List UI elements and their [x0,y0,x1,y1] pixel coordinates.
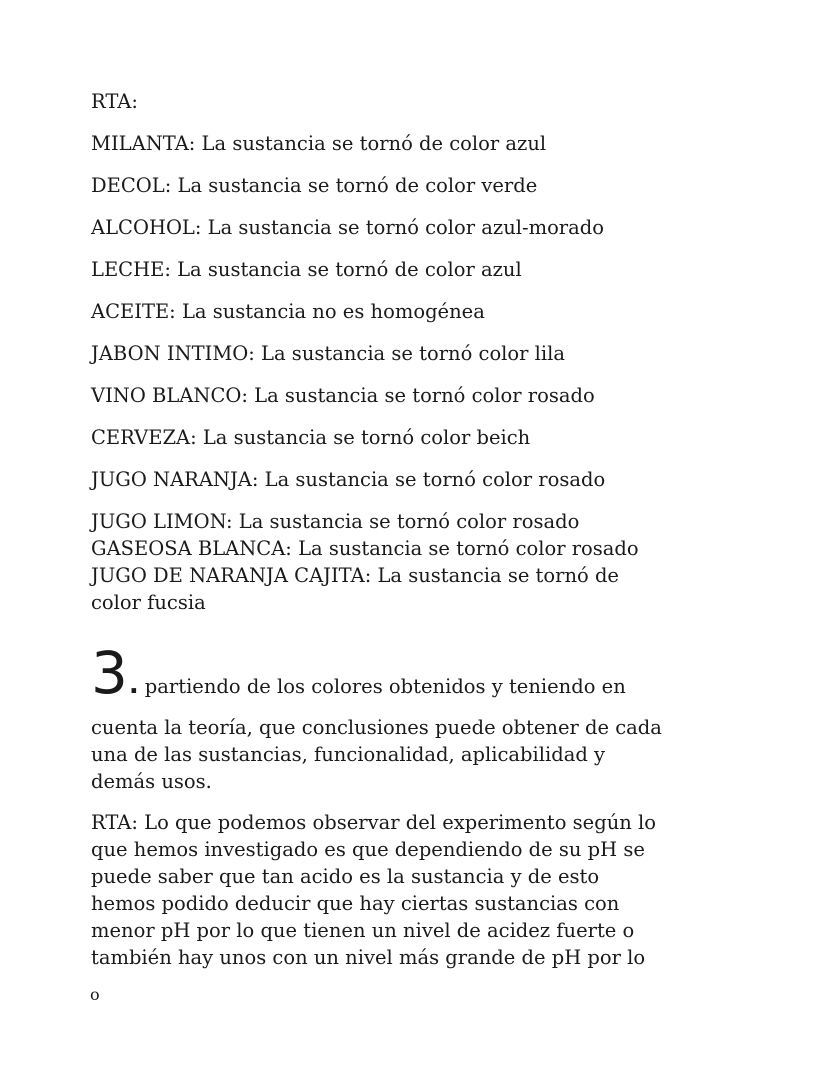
result-line: ACEITE: La sustancia no es homogénea [91,300,485,323]
question-number: 3 [91,639,127,707]
question-heading [91,639,691,707]
answer-label: RTA: [91,90,138,113]
answer-line: RTA: Lo que podemos observar del experimento según lo [91,811,656,834]
result-line: DECOL: La sustancia se tornó de color verde [91,174,538,197]
answer-paragraph [91,809,691,971]
result-line: VINO BLANCO: La sustancia se tornó color rosado [91,384,595,407]
answer-line: menor pH por lo que tienen un nivel de acidez fuerte o [91,919,635,942]
result-line: JUGO NARANJA: La sustancia se tornó color rosado [91,468,606,491]
footer-mark: o [90,985,100,1004]
result-line: MILANTA: La sustancia se tornó de color azul [91,132,547,155]
question-line: una de las sustancias, funcionalidad, aplicabilidad y [91,743,606,766]
result-line: JUGO LIMON: La sustancia se tornó color rosado [91,510,580,533]
answer-line: también hay unos con un nivel más grande de pH por lo [91,946,646,969]
question-text [91,714,691,795]
result-line: LECHE: La sustancia se tornó de color azul [91,258,522,281]
result-line: GASEOSA BLANCA: La sustancia se tornó color rosado [91,537,639,560]
result-line: JUGO DE NARANJA CAJITA: La sustancia se tornó de [91,564,619,587]
results-block [91,508,691,616]
result-line: CERVEZA: La sustancia se tornó color beich [91,426,531,449]
question-dot: . [128,670,139,700]
answer-line: que hemos investigado es que dependiendo de su pH se [91,838,645,861]
result-line: JABON INTIMO: La sustancia se tornó color lila [91,342,566,365]
result-line: color fucsia [91,591,206,614]
question-first-line: partiendo de los colores obtenidos y teniendo en [144,675,626,698]
question-line: demás usos. [91,770,212,793]
document-page [91,88,691,971]
question-line: cuenta la teoría, que conclusiones puede obtener de cada [91,716,662,739]
answer-line: hemos podido deducir que hay ciertas sustancias con [91,892,620,915]
answer-line: puede saber que tan acido es la sustancia y de esto [91,865,600,888]
result-line: ALCOHOL: La sustancia se tornó color azul-morado [91,216,604,239]
